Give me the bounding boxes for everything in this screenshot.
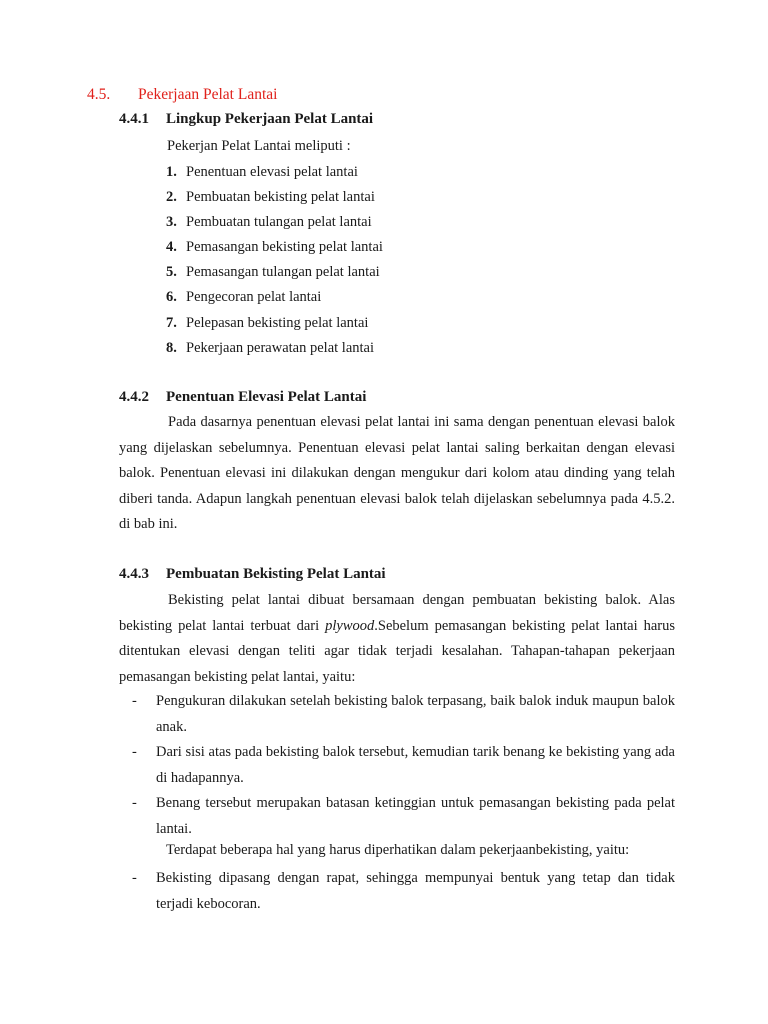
subsection-title: Pembuatan Bekisting Pelat Lantai	[166, 566, 386, 582]
list-item-text: Pembuatan bekisting pelat lantai	[186, 189, 375, 206]
subsection-title: Penentuan Elevasi Pelat Lantai	[166, 389, 367, 405]
list-item	[166, 336, 383, 361]
list-item-number: 4.	[166, 239, 177, 256]
list-item-text: Pengecoran pelat lantai	[186, 289, 322, 306]
list-intro: Pekerjan Pelat Lantai meliputi :	[167, 138, 351, 154]
bullet-text: Benang tersebut merupakan batasan ketinggian untuk pemasangan bekisting pada pelat lantai.	[156, 795, 675, 837]
bullet-dash: -	[132, 744, 137, 760]
subsection-heading-2	[119, 389, 366, 406]
bullet-dash: -	[132, 870, 137, 886]
subsection-heading-1	[119, 111, 373, 128]
list-item-number: 7.	[166, 314, 177, 331]
section-heading	[87, 86, 277, 104]
list-item-text: Pemasangan bekisting pelat lantai	[186, 239, 383, 256]
bullet-text: Pengukuran dilakukan setelah bekisting balok terpasang, baik balok induk maupun balok anak.	[156, 693, 675, 735]
list-item	[166, 160, 383, 185]
list-item	[166, 210, 383, 235]
subsection-heading-3	[119, 566, 386, 583]
subsection-title: Lingkup Pekerjaan Pelat Lantai	[166, 111, 374, 127]
bullet-item	[119, 866, 675, 917]
bullet-dash: -	[132, 693, 137, 709]
section-title: Pekerjaan Pelat Lantai	[138, 86, 278, 103]
bullet-list-2	[119, 866, 675, 917]
list-item-number: 1.	[166, 164, 177, 180]
list-item-number: 3.	[166, 214, 177, 231]
list-item-text: Pekerjaan perawatan pelat lantai	[186, 339, 374, 356]
bullet-text: Dari sisi atas pada bekisting balok tersebut, kemudian tarik benang ke bekisting yang ada di hadapannya.	[156, 744, 675, 786]
list-item	[166, 235, 383, 260]
list-item-text: Penentuan elevasi pelat lantai	[186, 164, 358, 180]
list-item-text: Pembuatan tulangan pelat lantai	[186, 214, 372, 231]
list-item-number: 6.	[166, 289, 177, 306]
list-item-number: 5.	[166, 264, 177, 281]
bullet-item	[119, 791, 675, 842]
bullet-item	[119, 740, 675, 791]
subsection-number: 4.4.2	[119, 389, 149, 405]
italic-term: plywood	[325, 617, 375, 634]
bullet-dash: -	[132, 795, 137, 811]
bullet-list	[119, 689, 675, 842]
list-item-text: Pelepasan bekisting pelat lantai	[186, 314, 369, 331]
list-item	[166, 285, 383, 310]
note-line: Terdapat beberapa hal yang harus diperhatikan dalam pekerjaanbekisting, yaitu:	[166, 842, 630, 858]
paragraph-text: Bekisting pelat lantai dibuat bersamaan dengan pembuatan bekisting balok. Alas bekisting pelat lantai terbuat dari	[119, 592, 675, 634]
list-item	[166, 185, 383, 210]
section-number: 4.5.	[87, 86, 111, 103]
list-item-number: 8.	[166, 339, 177, 356]
body-paragraph	[119, 588, 675, 690]
subsection-number: 4.4.1	[119, 111, 149, 127]
bullet-text: Bekisting dipasang dengan rapat, sehingga mempunyai bentuk yang tetap dan tidak terjadi kebocoran.	[156, 870, 675, 912]
list-item	[166, 311, 383, 336]
paragraph-text: .Sebelum pemasangan bekisting pelat lantai harus ditentukan elevasi dengan teliti agar tidak terjadi kesalahan. Tahapan-tahapan pekerjaan pemasangan bekisting pelat lantai, yaitu:	[119, 617, 675, 685]
subsection-number: 4.4.3	[119, 566, 149, 582]
body-paragraph: Pada dasarnya penentuan elevasi pelat lantai ini sama dengan penentuan elevasi balok yang dijelaskan sebelumnya. Penentuan elevasi pelat lantai saling berkaitan dengan elevasi balok. Penentuan elevasi ini dilakukan dengan mengukur dari kolom atau dinding yang telah diberi tanda. Adapun langkah penentuan elevasi balok telah dijelaskan sebelumnya pada 4.5.2. di bab ini.	[119, 414, 675, 533]
numbered-list	[166, 160, 383, 361]
list-item-text: Pemasangan tulangan pelat lantai	[186, 264, 380, 281]
list-item	[166, 260, 383, 285]
list-item-number: 2.	[166, 189, 177, 206]
bullet-item	[119, 689, 675, 740]
